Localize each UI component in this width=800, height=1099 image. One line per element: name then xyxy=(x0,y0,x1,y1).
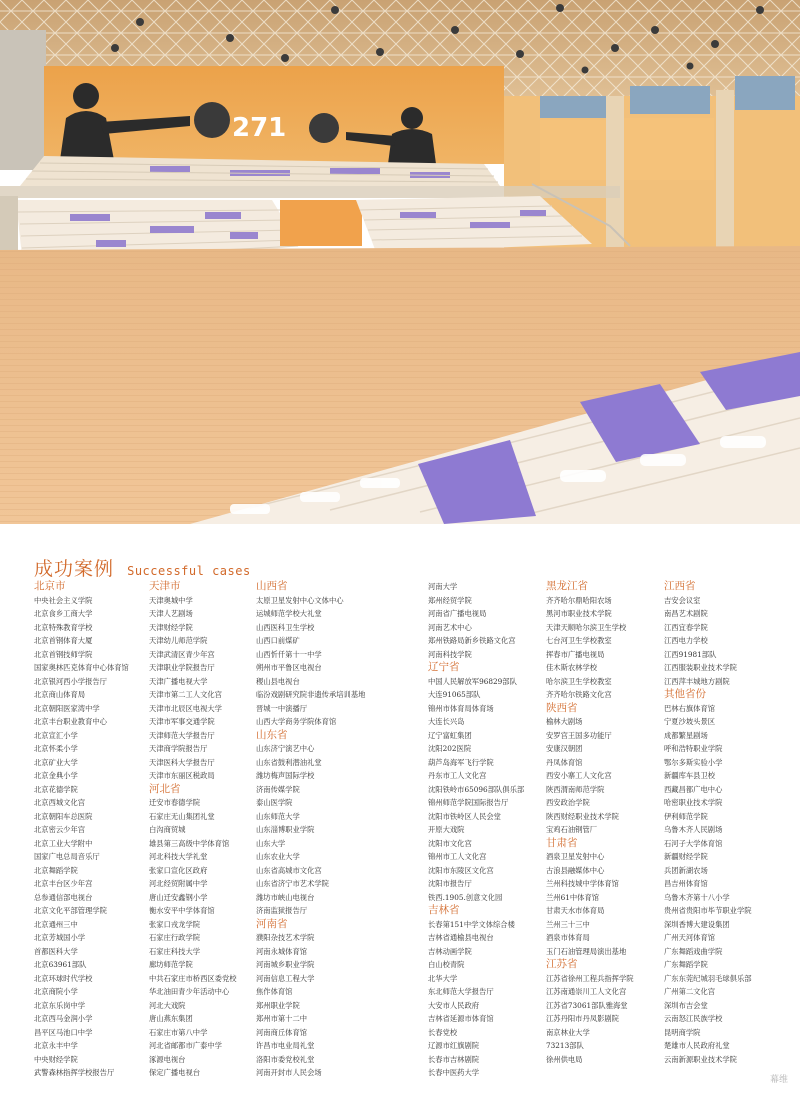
case-item: 天津商学院报告厅 xyxy=(149,744,208,753)
case-item: 黑河市职业技术学院 xyxy=(546,609,612,618)
case-item: 焦作体育馆 xyxy=(256,987,293,996)
case-item: 北京食乡工商大学 xyxy=(34,609,93,618)
case-item: 成都繁星剧场 xyxy=(664,730,708,740)
case-item: 天津人艺剧场 xyxy=(149,609,193,618)
case-item: 沈阳市铁岭区人民会堂 xyxy=(428,811,501,821)
case-item: 山东省济宁市艺术学院 xyxy=(256,879,329,888)
case-item: 齐齐哈尔鼎哈阳农场 xyxy=(546,595,612,605)
case-item: 河北大戏院 xyxy=(149,1000,186,1010)
case-item: 华北油田青少年活动中心 xyxy=(149,987,230,996)
case-item: 锦州市工人文化宫 xyxy=(428,852,487,861)
case-item: 丹凤体育馆 xyxy=(546,757,583,767)
province-heading: 江苏省 xyxy=(546,958,578,970)
case-item: 北京密云少年宫 xyxy=(34,825,86,834)
case-item: 葫芦岛海军飞行学院 xyxy=(428,757,494,767)
case-item: 石家庄无山集团礼堂 xyxy=(149,811,215,821)
province-heading: 北京市 xyxy=(34,580,66,592)
case-item: 昌平区马池口中学 xyxy=(34,1027,93,1037)
case-item: 安罗宫王国多功能厅 xyxy=(546,730,612,740)
case-item: 广东舞蹈戏曲学院 xyxy=(664,946,723,956)
case-item: 山东农业大学 xyxy=(256,852,300,861)
case-item: 白沟商贸城 xyxy=(149,825,186,834)
case-item: 山东师范大学 xyxy=(256,811,300,821)
arena-illustration xyxy=(0,0,800,524)
case-item: 陕西渭南师范学院 xyxy=(546,784,605,794)
case-item: 西藏昌都广电中心 xyxy=(664,784,723,794)
case-item: 伊利师范学院 xyxy=(664,811,708,821)
case-item: 广州第二文化宫 xyxy=(664,987,716,996)
case-item: 贵州省贵阳市毕节职业学院 xyxy=(664,906,752,915)
case-item: 洛阳市委党校礼堂 xyxy=(256,1054,315,1064)
case-item: 潍坊市峡山电视台 xyxy=(256,892,315,902)
case-item: 江西91981部队 xyxy=(664,649,717,659)
province-heading: 辽宁省 xyxy=(428,661,460,673)
case-item: 铁西.1905.创意文化园 xyxy=(428,892,503,902)
case-item: 晋城一中演播厅 xyxy=(256,703,308,713)
case-item: 天津职业学院报告厅 xyxy=(149,663,215,672)
case-item: 廊坊师范学院 xyxy=(149,960,193,969)
case-item: 北京矿业大学 xyxy=(34,757,78,767)
case-item: 昌吉州体育馆 xyxy=(664,879,708,888)
case-item: 首都医科大学 xyxy=(34,946,78,956)
case-item: 郑州职业学院 xyxy=(256,1000,300,1010)
case-item: 河南省广播电视局 xyxy=(428,609,487,618)
case-item: 广州天河体育馆 xyxy=(664,933,716,942)
case-column-3 xyxy=(256,580,384,1080)
case-item: 江西萍丰城地方剧院 xyxy=(664,676,730,686)
case-item: 潍坊梅声国际学校 xyxy=(256,771,315,780)
province-heading: 陕西省 xyxy=(546,701,578,714)
case-item: 江苏省徐州工程兵指挥学院 xyxy=(546,973,634,983)
case-item: 郑州经贸学院 xyxy=(428,595,472,605)
case-item: 吉林动画学院 xyxy=(428,946,472,956)
case-item: 河北科技大学礼堂 xyxy=(149,852,208,861)
case-item: 朔州市平鲁区电视台 xyxy=(256,663,322,672)
case-item: 山东淄博职业学院 xyxy=(256,825,315,834)
case-item: 楚雄市人民政府礼堂 xyxy=(664,1041,730,1050)
case-item: 北京东乐岗中学 xyxy=(34,1000,86,1010)
case-item: 北京朝阳医家湾中学 xyxy=(34,703,100,713)
case-item: 衡水安平中学体育馆 xyxy=(149,906,215,915)
case-item: 天津奥城中学 xyxy=(149,595,193,605)
case-item: 山东省鼓利潜油礼堂 xyxy=(256,757,322,767)
case-column-6 xyxy=(664,580,792,1066)
case-item: 深圳布吉会堂 xyxy=(664,1000,708,1010)
case-item: 中央社会主义学院 xyxy=(34,595,93,605)
province-heading: 河北省 xyxy=(149,782,181,795)
case-item: 天津市北辰区电视大学 xyxy=(149,703,222,713)
case-item: 北京永丰中学 xyxy=(34,1041,78,1050)
case-item: 兰州61中体育馆 xyxy=(546,892,600,902)
case-item: 天津师范大学报告厅 xyxy=(149,730,215,740)
case-item: 南昌艺术剧院 xyxy=(664,609,708,618)
case-column-4 xyxy=(428,580,556,1080)
case-item: 沈阳铁岭市65096部队俱乐部 xyxy=(428,784,525,794)
case-item: 唐山燕东集团 xyxy=(149,1014,193,1023)
case-item: 新疆财经学院 xyxy=(664,852,708,861)
case-item: 巴林右旗体育馆 xyxy=(664,703,716,713)
case-item: 大安市人民政府 xyxy=(428,1000,480,1010)
case-item: 北京西马金润小学 xyxy=(34,1014,93,1023)
province-heading: 山西省 xyxy=(256,580,288,592)
case-item: 稷山县电视台 xyxy=(256,676,300,686)
case-item: 太原卫星发射中心文体中心 xyxy=(256,595,344,605)
case-item: 河南大学 xyxy=(428,582,458,591)
case-item: 沈阳市报告厅 xyxy=(428,879,472,888)
case-item: 北京环球时代学校 xyxy=(34,973,93,983)
case-item: 北京银河西小学报告厅 xyxy=(34,676,107,686)
case-item: 徐州供电局 xyxy=(546,1054,583,1064)
case-item: 河北省邮都市广泰中学 xyxy=(149,1041,222,1050)
case-item: 吉林省延源市体育馆 xyxy=(428,1014,494,1023)
case-item: 河南城乡职业学院 xyxy=(256,960,315,969)
case-item: 宝鸡石油钢管厂 xyxy=(546,825,598,834)
mural-number: 271 xyxy=(232,113,287,143)
case-item: 河南开封市人民会场 xyxy=(256,1068,322,1077)
case-item: 武警森林指挥学校报告厅 xyxy=(34,1068,115,1077)
case-item: 河南艺术中心 xyxy=(428,622,472,632)
case-item: 广东东莞纪城羽毛球俱乐部 xyxy=(664,973,752,983)
province-heading: 吉林省 xyxy=(428,904,460,916)
case-item: 北京花德学院 xyxy=(34,784,78,794)
case-item: 新疆库车县卫校 xyxy=(664,771,716,780)
case-item: 中共石家庄市桥西区委党校 xyxy=(149,973,237,983)
case-item: 天津医科大学报告厅 xyxy=(149,757,215,767)
case-item: 鄂尔多斯实验小学 xyxy=(664,757,723,767)
case-item: 郑州铁路局新乡铁路文化宫 xyxy=(428,636,516,645)
case-item: 酒泉市体育局 xyxy=(546,933,590,942)
case-item: 古浪县融媒体中心 xyxy=(546,865,605,875)
case-item: 北京特殊教育学校 xyxy=(34,622,93,632)
case-item: 石家庄市第八中学 xyxy=(149,1027,208,1037)
case-item: 天津市东丽区税政局 xyxy=(149,771,215,780)
case-item: 大连长兴岛 xyxy=(428,717,465,726)
case-item: 江苏丹阳市丹凤影剧院 xyxy=(546,1014,619,1023)
case-item: 山西口前煤矿 xyxy=(256,636,300,645)
case-item: 天津市第二工人文化宫 xyxy=(149,690,222,699)
province-heading: 其他省份 xyxy=(664,688,706,700)
case-item: 西安政治学院 xyxy=(546,798,590,807)
case-item: 山西忻仟第十一中学 xyxy=(256,649,322,659)
province-heading: 河南省 xyxy=(256,917,288,930)
case-item: 广东舞蹈学院 xyxy=(664,960,708,969)
case-item: 云南怒江民族学校 xyxy=(664,1014,723,1023)
case-item: 兰州三十三中 xyxy=(546,919,590,929)
case-item: 北京工业大学附中 xyxy=(34,838,93,848)
case-item: 吉林省通榆县电视台 xyxy=(428,933,494,942)
case-item: 天津财经学院 xyxy=(149,622,193,632)
case-item: 北京芳城国小学 xyxy=(34,933,86,942)
case-item: 北京商山体育局 xyxy=(34,690,86,699)
case-item: 开原大戏院 xyxy=(428,825,465,834)
case-item: 沈阳市文化宫 xyxy=(428,838,472,848)
case-item: 北京舞蹈学院 xyxy=(34,865,78,875)
case-item: 北京首钢技师学院 xyxy=(34,649,93,659)
case-item: 北京文化平部管理学院 xyxy=(34,906,107,915)
case-item: 云南新源职业技术学院 xyxy=(664,1054,737,1064)
case-item: 兰州科技城中学体育馆 xyxy=(546,879,619,888)
case-item: 北京朝阳车总医院 xyxy=(34,811,93,821)
province-heading: 天津市 xyxy=(149,580,181,592)
case-item: 江苏省73061部队雅海堂 xyxy=(546,1000,628,1010)
case-item: 江西电力学校 xyxy=(664,636,708,645)
case-item: 临汾戏剧研究院非遗传承培训基地 xyxy=(256,690,366,699)
case-item: 天津市军事交通学院 xyxy=(149,717,215,726)
case-item: 长春中医药大学 xyxy=(428,1068,480,1077)
case-item: 唐山迁安鑫钢小学 xyxy=(149,892,208,902)
case-item: 北京西城文化宫 xyxy=(34,798,86,807)
heading-english: Successful cases xyxy=(127,564,251,578)
case-item: 东北师范大学报告厅 xyxy=(428,987,494,996)
case-item: 西安小寨工人文化宫 xyxy=(546,771,612,780)
case-item: 石河子大学体育馆 xyxy=(664,838,723,848)
case-item: 挥春市广播电视局 xyxy=(546,649,605,659)
case-item: 江苏南通崇川工人文化宫 xyxy=(546,987,627,996)
case-item: 涿源电视台 xyxy=(149,1054,186,1064)
case-item: 河南信息工程大学 xyxy=(256,973,315,983)
case-item: 73213部队 xyxy=(546,1041,584,1050)
case-item: 兵团新湖农场 xyxy=(664,865,708,875)
case-item: 哈密职业技术学院 xyxy=(664,798,723,807)
case-item: 榆林大剧场 xyxy=(546,717,583,726)
watermark: 幕维 xyxy=(769,1075,788,1085)
case-item: 济南监狱报告厅 xyxy=(256,906,308,915)
case-item: 锦州师范学院国际报告厅 xyxy=(428,798,509,807)
case-item: 北京商院小学 xyxy=(34,987,78,996)
case-item: 中央财经学院 xyxy=(34,1054,78,1064)
case-item: 张家口戎龙学院 xyxy=(149,919,201,929)
arena-photo xyxy=(0,0,800,524)
province-heading: 山东省 xyxy=(256,728,288,741)
case-item: 许昌市电业局礼堂 xyxy=(256,1041,315,1050)
case-item: 郑州市第十二中 xyxy=(256,1014,308,1023)
case-item: 长春第151中学文体综合楼 xyxy=(428,919,515,929)
case-item: 南京林业大学 xyxy=(546,1027,590,1037)
case-item: 山东省高城市文化宫 xyxy=(256,865,322,875)
case-item: 北京金典小学 xyxy=(34,771,78,780)
case-item: 乌鲁木齐第十八小学 xyxy=(664,892,730,902)
case-item: 河南永城体育馆 xyxy=(256,946,308,956)
case-item: 河南商丘体育馆 xyxy=(256,1027,308,1037)
case-item: 北京怀柔小学 xyxy=(34,744,78,753)
case-item: 国家奥林匹克体育中心体育馆 xyxy=(34,663,129,672)
case-item: 酒泉卫星发射中心 xyxy=(546,852,605,861)
case-item: 运城师范学校大礼堂 xyxy=(256,609,322,618)
case-item: 山东大学 xyxy=(256,838,286,848)
case-item: 天津天顺哈尔滨卫生学校 xyxy=(546,622,627,632)
case-item: 辽源市红旗剧院 xyxy=(428,1041,480,1050)
case-item: 沈阳202医院 xyxy=(428,744,472,753)
case-item: 中国人民解放军96829部队 xyxy=(428,676,517,686)
case-item: 甘肃天水市体育局 xyxy=(546,906,605,915)
case-item: 深圳香博大建设集团 xyxy=(664,919,730,929)
case-item: 迁安市春德学院 xyxy=(149,798,201,807)
case-item: 北京首钢体育大厦 xyxy=(34,636,93,645)
case-item: 保定广播电视台 xyxy=(149,1068,201,1077)
case-item: 天津武清区青少年宫 xyxy=(149,649,215,659)
case-item: 齐齐哈尔铁路文化宫 xyxy=(546,690,612,699)
case-item: 呼和浩特职业学院 xyxy=(664,744,723,753)
province-heading: 甘肃省 xyxy=(546,836,578,849)
heading-chinese: 成功案例 xyxy=(34,558,115,580)
case-item: 总参通信部电视台 xyxy=(34,892,93,902)
case-item: 濮阳杂技艺术学院 xyxy=(256,933,315,942)
case-item: 河南科技学院 xyxy=(428,649,472,659)
case-item: 天津幼儿师范学院 xyxy=(149,636,208,645)
case-item: 泰山医学院 xyxy=(256,798,293,807)
case-item: 锦州市体育局体育场 xyxy=(428,703,494,713)
case-item: 沈阳市东陵区文化宫 xyxy=(428,865,494,875)
province-heading: 黑龙江省 xyxy=(546,580,588,592)
case-item: 山西医科卫生学校 xyxy=(256,622,315,632)
case-item: 江西宜春学院 xyxy=(664,622,708,632)
case-column-5 xyxy=(546,580,674,1066)
case-item: 乌鲁木齐人民剧场 xyxy=(664,825,723,834)
case-item: 大连91065部队 xyxy=(428,690,481,699)
case-item: 北京通州三中 xyxy=(34,919,78,929)
section-heading xyxy=(34,554,251,580)
case-item: 七台河卫生学校教室 xyxy=(546,636,612,645)
case-item: 山西大学商务学院体育馆 xyxy=(256,717,337,726)
province-heading: 江西省 xyxy=(664,580,696,592)
case-item: 北京丰台职业教育中心 xyxy=(34,717,107,726)
case-item: 哈尔滨卫生学校教室 xyxy=(546,676,612,686)
case-item: 国家广电总局音乐厅 xyxy=(34,852,100,861)
case-item: 宁夏沙坡头景区 xyxy=(664,717,716,726)
case-item: 石家庄行政学院 xyxy=(149,933,201,942)
case-item: 长春市吉林剧院 xyxy=(428,1054,480,1064)
case-item: 石家庄科技大学 xyxy=(149,946,201,956)
case-item: 白山校青院 xyxy=(428,960,465,969)
case-column-1 xyxy=(34,580,162,1080)
case-item: 安康汉朝团 xyxy=(546,744,583,753)
case-item: 江西服装职业技术学院 xyxy=(664,663,737,672)
case-item: 长春党校 xyxy=(428,1027,458,1037)
case-item: 天津广播电视大学 xyxy=(149,676,208,686)
case-item: 北京丰台区少年宫 xyxy=(34,879,93,888)
case-item: 雄县第三高级中学体育馆 xyxy=(149,838,230,848)
case-item: 北京宣汇小学 xyxy=(34,730,78,740)
case-item: 丹东市工人文化宫 xyxy=(428,771,487,780)
case-item: 北华大学 xyxy=(428,973,458,983)
case-item: 佳木斯农林学校 xyxy=(546,663,598,672)
case-item: 陕西财经职业技术学院 xyxy=(546,811,619,821)
case-item: 玉门石油管理局演出基地 xyxy=(546,946,627,956)
case-item: 张家口宣化区政府 xyxy=(149,865,208,875)
case-item: 北京63961部队 xyxy=(34,960,87,969)
case-item: 辽宁富虹集团 xyxy=(428,730,472,740)
case-item: 山东济宁演艺中心 xyxy=(256,744,315,753)
case-item: 吉安会议室 xyxy=(664,595,701,605)
case-item: 河北经贸附属中学 xyxy=(149,879,208,888)
case-item: 昆明商学院 xyxy=(664,1027,701,1037)
case-item: 济南传媒学院 xyxy=(256,784,300,794)
